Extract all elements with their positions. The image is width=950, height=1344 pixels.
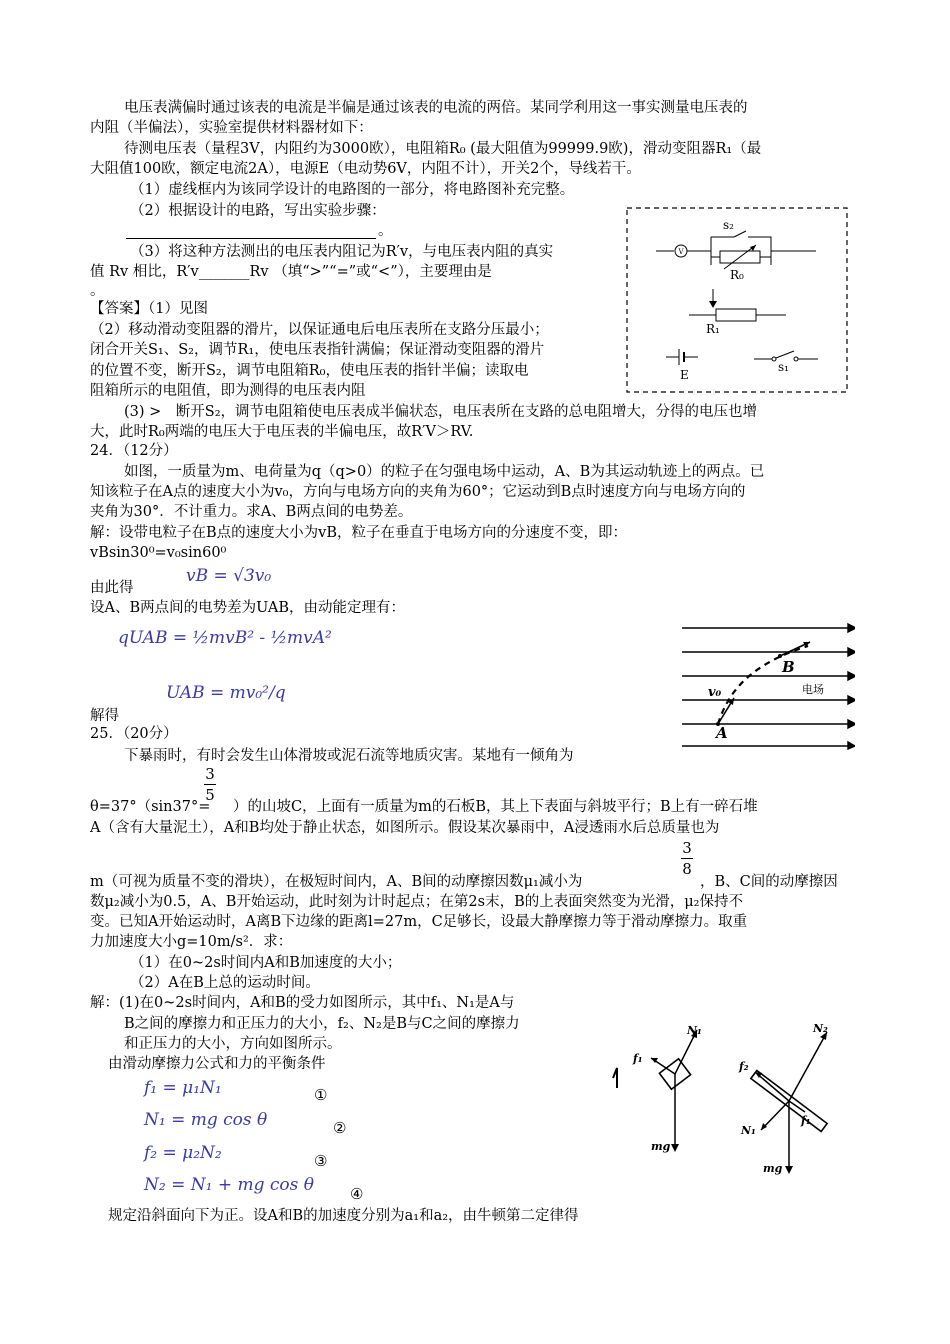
p24-line-3: 夹角为30°．不计重力。求A、B两点间的电势差。	[90, 504, 413, 520]
block-a-forces	[613, 1024, 702, 1153]
equation-3: f₂ = μ₂N₂	[144, 1143, 222, 1163]
p24-solution-4: 设A、B两点间的电势差为UAB，由动能定理有：	[90, 600, 406, 616]
eq-number-1: ①	[314, 1086, 328, 1104]
p25-solution-4: 由滑动摩擦力公式和力的平衡条件	[108, 1056, 326, 1072]
p24-line-2: 知该粒子在A点的速度大小为v₀，方向与电场方向的夹角为60°；它运动到B点时速度方向与电场方向的	[90, 484, 746, 500]
answer-blank-line	[126, 221, 376, 239]
f1-label: f₁	[633, 1052, 643, 1065]
answer-line-3: 闭合开关S₁、S₂，调节R₁，使电压表指针满偏；保证滑动变阻器的滑片	[90, 342, 545, 358]
intro-line-4: 大阻值100欧，额定电流2A），电源E（电动势6V，内阻不计），开关2个，导线若干。	[90, 161, 641, 177]
equation-1: f₁ = μ₁N₁	[144, 1078, 222, 1098]
p25-solution-1: 解：(1)在0~2s时间内，A和B的受力如图所示，其中f₁、N₁是A与	[90, 995, 515, 1011]
fraction-3-8	[681, 838, 693, 879]
intro-line-1: 电压表满偏时通过该表的电流是半偏是通过该表的电流的两倍。某同学利用这一事实测量电压表的	[124, 100, 748, 116]
answer-line-6: (3) > 断开S₂，调节电阻箱使电压表成半偏状态，电压表所在支路的总电阻增大，分得的电压也增	[124, 404, 758, 420]
p25-question-2: （2）A在B上总的运动时间。	[130, 975, 320, 991]
question-2: （2）根据设计的电路，写出实验步骤：	[130, 203, 386, 219]
p25-solution-3: 和正压力的大小，方向如图所示。	[124, 1036, 342, 1052]
voltmeter-label: V	[678, 248, 684, 256]
formula-vb: vB = √3v₀	[186, 566, 272, 586]
e-label: E	[680, 368, 689, 382]
p24-solution-1: 解：设带电粒子在B点的速度大小为vB，粒子在垂直于电场方向的分速度不变，即：	[90, 525, 627, 541]
formula-uab: UAB = mv₀²/q	[166, 683, 286, 703]
point-a-label: A	[716, 724, 728, 742]
f1-label-b: f₁	[801, 1114, 811, 1127]
question-3-a: （3）将这种方法测出的电压表内阻记为R′v，与电压表内阻的真实	[130, 244, 554, 260]
fraction-3-5	[204, 764, 216, 805]
switch-s2-blade	[734, 231, 746, 237]
eq-number-4: ④	[350, 1185, 364, 1203]
p25-line-2a: θ=37°（sin37°=	[90, 799, 211, 815]
f2-label: f₂	[739, 1060, 749, 1073]
p24-line-1: 如图，一质量为m、电荷量为q（q>0）的粒子在匀强电场中运动，A、B为其运动轨迹上的两点。已	[124, 464, 765, 480]
force-diagram	[605, 1012, 850, 1192]
p25-line-6: 变。已知A开始运动时，A离B下边缘的距离l=27m，C足够长，设最大静摩擦力等于滑动摩擦力。取重	[90, 914, 748, 930]
problem-25-heading: 25．（20分）	[90, 726, 178, 742]
equation-4: N₂ = N₁ + mg cos θ	[144, 1175, 315, 1195]
field-label: 电场	[802, 683, 824, 696]
p25-line-4b: ，B、C间的动摩擦因	[700, 874, 838, 890]
p24-solution-2: vBsin30⁰=v₀sin60⁰	[90, 545, 227, 561]
p24-solution-5: 解得	[90, 708, 119, 724]
blank-period: 。	[378, 223, 393, 239]
p25-line-3: A（含有大量泥土），A和B均处于静止状态，如图所示。假设某次暴雨中，A浸透雨水后总质量也为	[90, 820, 720, 836]
s2-label: s₂	[723, 218, 734, 232]
equation-2: N₁ = mg cos θ	[144, 1110, 268, 1130]
answer-line-5: 阻箱所示的电阻值，即为测得的电压表内阻	[90, 383, 366, 399]
n1-label: N₁	[687, 1024, 702, 1037]
p25-question-1: （1）在0~2s时间内A和B加速度的大小；	[130, 955, 402, 971]
p25-solution-5: 规定沿斜面向下为正。设A和B的加速度分别为a₁和a₂，由牛顿第二定律得	[108, 1208, 579, 1224]
p25-line-4a: m（可视为质量不变的滑块），在极短时间内，A、B间的动摩擦因数μ₁减小为	[90, 874, 583, 890]
answer-line-2: （2）移动滑动变阻器的滑片，以保证通电后电压表所在支路分压最小；	[90, 322, 549, 338]
r0-label: R₀	[730, 268, 744, 282]
mg-label-a: mg	[651, 1140, 671, 1153]
intro-line-3: 待测电压表（量程3V，内阻约为3000欧），电阻箱R₀ (最大阻值为99999.9欧)，滑动变阻器R₁（最	[124, 141, 762, 157]
answer-heading: 【答案】（1）见图	[90, 301, 208, 317]
fraction-3-5-num: 3	[205, 765, 215, 783]
p25-line-7: 力加速度大小g=10m/s²．求：	[90, 934, 293, 950]
problem-24-heading: 24．（12分）	[90, 443, 178, 459]
n2-label: N₂	[813, 1022, 828, 1035]
answer-line-7: 大，此时R₀两端的电压大于电压表的半偏电压，故R′V＞RV.	[90, 424, 474, 440]
point-b-label: B	[782, 658, 795, 676]
p24-solution-3: 由此得	[90, 580, 134, 596]
eq-number-2: ②	[333, 1119, 347, 1137]
fraction-3-5-den: 5	[205, 786, 215, 804]
s1-label: s₁	[778, 360, 789, 374]
formula-energy: qUAB = ½mvB² - ½mvA²	[118, 628, 332, 648]
question-3-b: 值 Rv 相比，R′v_______Rv （填“>”“=”或“<”），主要理由是	[90, 264, 492, 280]
intro-line-2: 内阻（半偏法），实验室提供材料器材如下：	[90, 120, 373, 136]
eq-number-3: ③	[314, 1152, 328, 1170]
r1-label: R₁	[706, 322, 720, 336]
question-3-c: 。	[90, 283, 105, 299]
fraction-3-8-den: 8	[682, 860, 692, 878]
p25-line-5: 数μ₂减小为0.5，A、B开始运动，此时刻为计时起点；在第2s末，B的上表面突然变为光滑，μ₂保持不	[90, 894, 743, 910]
p25-line-2b: ）的山坡C，上面有一质量为m的石板B，其上下表面与斜坡平行；B上有一碎石堆	[233, 799, 758, 815]
n1-label-b: N₁	[741, 1124, 756, 1137]
mg-label-b: mg	[763, 1162, 783, 1175]
fraction-3-8-num: 3	[682, 839, 692, 857]
v0-label: v₀	[708, 685, 722, 700]
answer-line-4: 的位置不变，断开S₂，调节电阻箱R₀，使电压表的指针半偏；读取电	[90, 363, 529, 379]
p25-line-1: 下暴雨时，有时会发生山体滑坡或泥石流等地质灾害。某地有一倾角为	[124, 748, 574, 764]
p25-solution-2: B之间的摩擦力和正压力的大小，f₂、N₂是B与C之间的摩擦力	[124, 1016, 520, 1032]
block-b-forces	[738, 1022, 828, 1175]
question-1: （1）虚线框内为该同学设计的电路图的一部分，将电路图补充完整。	[130, 182, 575, 198]
switch-s1-blade	[776, 351, 794, 358]
